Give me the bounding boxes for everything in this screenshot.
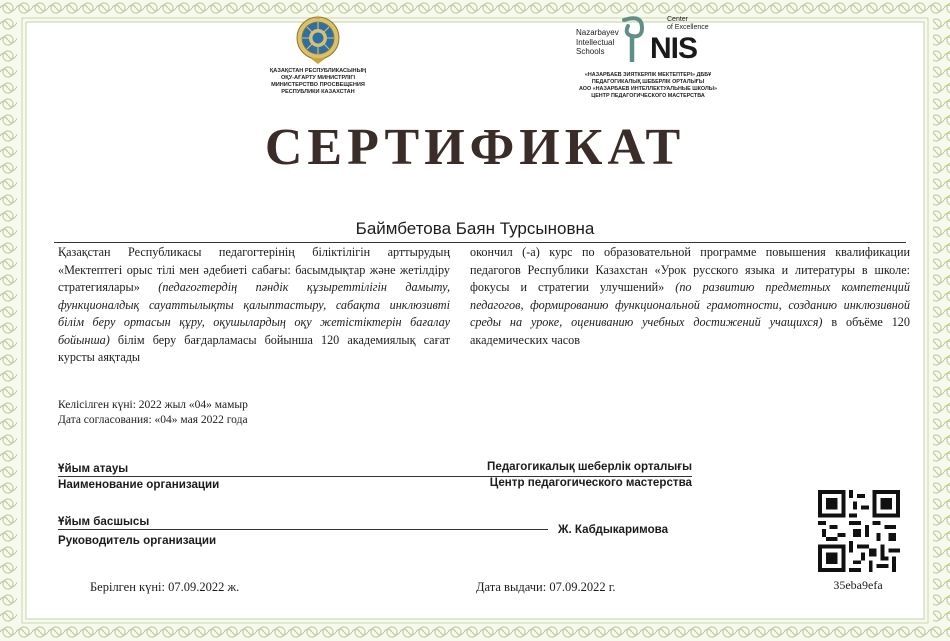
- signature-line: [58, 529, 548, 530]
- ministry-line: ОҚУ-АҒАРТУ МИНИСТРЛІГІ: [280, 75, 356, 81]
- organization-label-ru: Наименование организации: [58, 478, 220, 491]
- issue-date-ru: Дата выдачи: 07.09.2022 г.: [476, 580, 616, 594]
- agreement-date-ru: Дата согласования: «04» мая 2022 года: [58, 414, 248, 426]
- head-label-kz: Ұйым басшысы: [58, 515, 150, 528]
- certificate-title: СЕРТИФИКАТ: [264, 119, 686, 176]
- russian-text: окончил (-а) курс по образовательной программе повышения квалификации педагогов Республики Казахстан «Урок русского языка и литературы в школе: фокусы и стратегии улучшений» (по развитию предметных компетенций педагогов, формированию функциональной грамотности, созданию инклюзивной среды на уроке, оцениванию учебных достижений учащихся) в объёме 120 академических часов: [470, 245, 910, 347]
- issue-date-kz: Берілген күні: 07.09.2022 ж.: [90, 580, 240, 594]
- nis-school-name: Nazarbayev Intellectual Schools: [576, 28, 619, 56]
- agreement-date-kz: Келісілген күні: 2022 жыл «04» мамыр: [58, 399, 248, 411]
- ministry-line: МИНИСТЕРСТВО ПРОСВЕЩЕНИЯ: [271, 82, 365, 88]
- certificate-content: [38, 0, 912, 641]
- ministry-block: [253, 14, 383, 96]
- nis-swirl-icon: [618, 14, 648, 64]
- agreement-date: [58, 398, 248, 428]
- kazakh-text: Қазақстан Республикасы педагогтерінің біліктілігін арттырудың «Мектептегі орыс тілі мен әдебиеті сабағы: басымдықтар және жетілдіру стратегиялары» (педагогтердің пәндік құзыреттілігін дамыту, функционалдық сауаттылықты қалыптастыру, сабақта инклюзивті білім беру ортасын құру, оқушылардың оқу жетістіктерін бағалау бойынша) білім беру бағдарламасы бойынша 120 академиялық сағат курсты аяқтады: [58, 245, 450, 364]
- nis-organization: «НАЗАРБАЕВ ЗИЯТКЕРЛІК МЕКТЕПТЕРІ» ДББҰ ПЕДАГОГИКАЛЫҚ ШЕБЕРЛІК ОРТАЛЫҒЫ АОО «НАЗАРБАЕВ ИНТЕЛЛЕКТУАЛЬНЫЕ ШКОЛЫ» ЦЕНТР ПЕДАГОГИЧЕСКОГО МАСТЕРСТВА: [578, 72, 718, 99]
- nis-logo: [558, 8, 738, 66]
- signatory-name: Ж. Кабдыкаримова: [558, 523, 669, 536]
- qr-code-icon: [818, 490, 900, 572]
- organization-value-ru: Центр педагогического мастерства: [489, 476, 692, 489]
- recipient-name: Баймбетова Баян Турсыновна: [355, 219, 595, 238]
- ministry-name: [253, 68, 383, 96]
- name-underline: [54, 242, 906, 243]
- ministry-line: РЕСПУБЛИКИ КАЗАХСТАН: [281, 89, 355, 95]
- nis-block: [558, 8, 738, 100]
- qr-code-id: 35eba9efa: [833, 578, 883, 592]
- kazakhstan-emblem-icon: [295, 14, 341, 66]
- organization-value-kz: Педагогикалық шеберлік орталығы: [487, 460, 692, 473]
- nis-letters: NIS: [650, 32, 698, 65]
- head-label-ru: Руководитель организации: [58, 534, 217, 547]
- ministry-line: ҚАЗАҚСТАН РЕСПУБЛИКАСЫНЫҢ: [269, 68, 367, 74]
- organization-label-kz: Ұйым атауы: [58, 462, 129, 475]
- nis-center-of-excellence: Center of Excellence: [667, 16, 709, 31]
